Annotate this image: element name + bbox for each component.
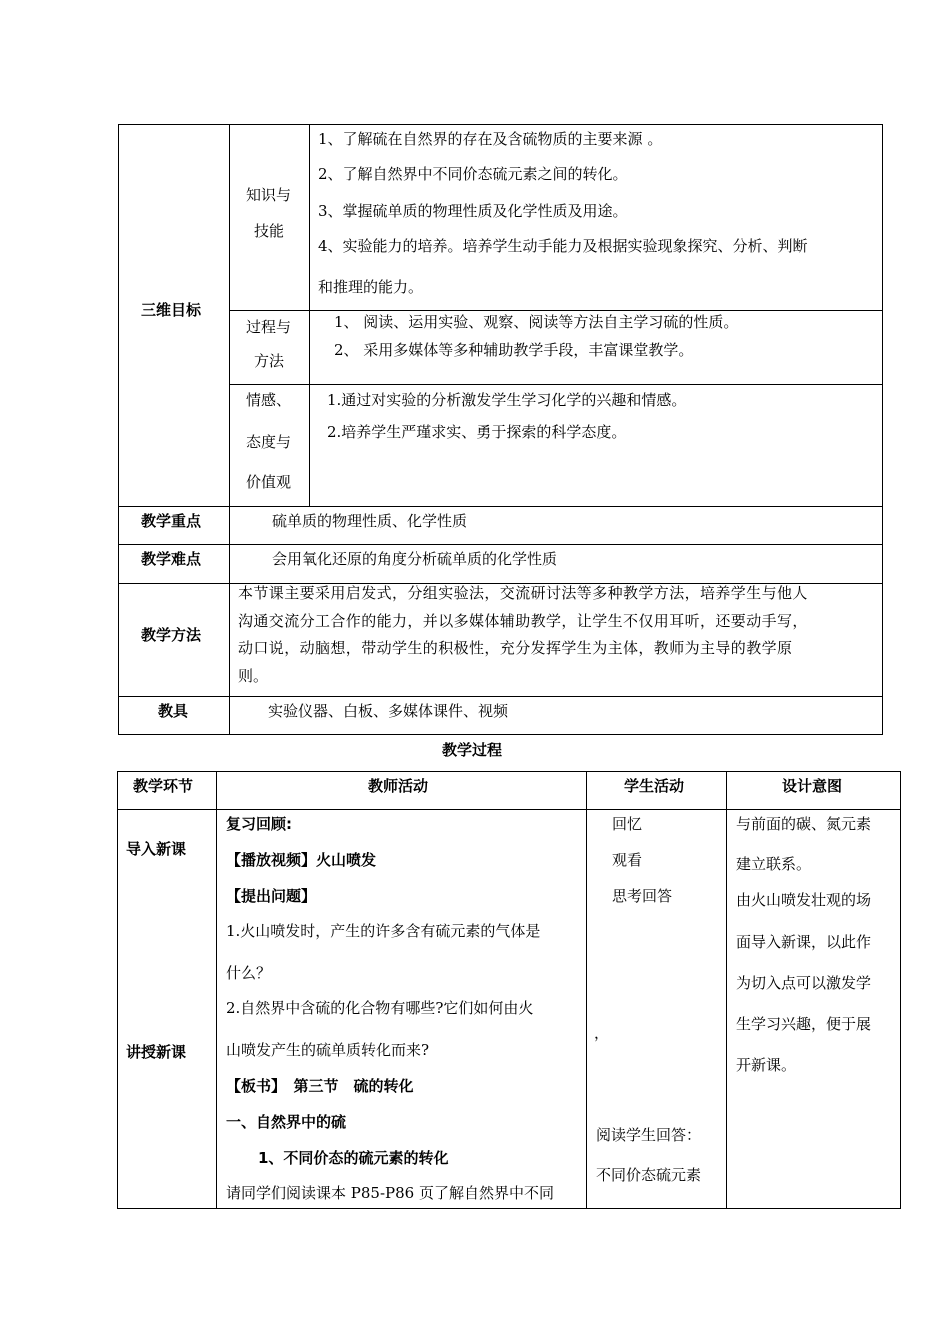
teacher-line: 【提出问题】 (226, 887, 317, 905)
emotion-item: 1.通过对实验的分析激发学生学习化学的兴趣和情感。 (327, 391, 687, 409)
emotion-item: 2.培养学生严瑾求实、勇于探索的科学态度。 (327, 423, 627, 441)
method-line: 则。 (238, 667, 269, 685)
method-line: 动口说，动脑想，带动学生的积极性，充分发挥学生为主体，教师为主导的教学原 (238, 639, 793, 657)
goals-label: 三维目标 (141, 301, 202, 319)
header-teacher: 教师活动 (368, 777, 429, 795)
teacher-line: 1、不同价态的硫元素的转化 (258, 1149, 449, 1167)
header-stage: 教学环节 (133, 777, 194, 795)
knowledge-label: 技能 (254, 222, 285, 240)
intent-line: 生学习兴趣，便于展 (736, 1015, 872, 1033)
emotion-label: 价值观 (246, 473, 292, 491)
header-divider (117, 809, 901, 810)
teacher-line: 【板书】 第三节 硫的转化 (226, 1077, 414, 1095)
stage-intro: 导入新课 (126, 840, 187, 858)
table-border-right (882, 124, 883, 734)
key-point-label: 教学重点 (141, 512, 202, 530)
process-section-title: 教学过程 (442, 741, 503, 759)
intent-line: 为切入点可以激发学 (736, 974, 872, 992)
intent-line: 与前面的碳、氮元素 (736, 815, 872, 833)
method-line: 沟通交流分工合作的能力，并以多媒体辅助教学，让学生不仅用耳听，还要动手写， (238, 612, 808, 630)
row-divider (118, 506, 883, 507)
table-border-right (900, 771, 901, 1208)
intent-line: 由火山喷发壮观的场 (736, 891, 872, 909)
col-divider (229, 124, 230, 734)
tools-label: 教具 (158, 702, 189, 720)
student-line: 阅读学生回答： (596, 1126, 702, 1144)
intent-line: 建立联系。 (736, 855, 812, 873)
col-divider (309, 124, 310, 506)
student-line: ， (594, 1024, 610, 1042)
knowledge-item: 2、了解自然界中不同价态硫元素之间的转化。 (318, 165, 628, 183)
teacher-line: 1.火山喷发时，产生的许多含有硫元素的气体是 (226, 922, 541, 940)
process-item: 2、 采用多媒体等多种辅助教学手段，丰富课堂教学。 (334, 341, 694, 359)
method-label: 教学方法 (141, 626, 202, 644)
table-border-bottom (118, 734, 883, 735)
knowledge-item: 4、实验能力的培养。培养学生动手能力及根据实验现象探究、分析、判断 (318, 237, 808, 255)
table-border-bottom (117, 1208, 901, 1209)
teacher-line: 复习回顾: (226, 815, 292, 833)
col-divider (586, 771, 587, 1208)
teacher-line: 一、自然界中的硫 (226, 1113, 347, 1131)
key-point-value: 硫单质的物理性质、化学性质 (272, 512, 468, 530)
table-border-left (118, 124, 119, 734)
knowledge-item: 3、掌握硫单质的物理性质及化学性质及用途。 (318, 202, 628, 220)
difficulty-label: 教学难点 (141, 550, 202, 568)
student-line: 不同价态硫元素 (596, 1166, 702, 1184)
intent-line: 开新课。 (736, 1056, 797, 1074)
process-item: 1、 阅读、运用实验、观察、阅读等方法自主学习硫的性质。 (334, 313, 739, 331)
table-border-top (117, 771, 901, 772)
teacher-line: 【播放视频】火山喷发 (226, 851, 377, 869)
intent-line: 面导入新课，以此作 (736, 933, 872, 951)
teacher-line: 请同学们阅读课本 P85-P86 页了解自然界中不同 (226, 1184, 554, 1202)
difficulty-value: 会用氧化还原的角度分析硫单质的化学性质 (272, 550, 558, 568)
table-border-left (117, 771, 118, 1208)
student-line: 观看 (612, 851, 643, 869)
knowledge-item: 和推理的能力。 (318, 278, 424, 296)
col-divider (216, 771, 217, 1208)
method-line: 本节课主要采用启发式，分组实验法，交流研讨法等多种教学方法，培养学生与他人 (238, 584, 808, 602)
teacher-line: 山喷发产生的硫单质转化而来? (226, 1041, 430, 1059)
emotion-label: 态度与 (246, 433, 292, 451)
teacher-line: 什么？ (226, 964, 272, 982)
header-intent: 设计意图 (782, 777, 843, 795)
row-divider (118, 544, 883, 545)
emotion-label: 情感、 (246, 391, 292, 409)
process-label: 方法 (254, 352, 285, 370)
process-label: 过程与 (246, 318, 292, 336)
student-line: 思考回答 (612, 887, 673, 905)
header-student: 学生活动 (624, 777, 685, 795)
knowledge-item: 1、了解硫在自然界的存在及含硫物质的主要来源 。 (318, 130, 663, 148)
table-border-top (118, 124, 883, 125)
teacher-line: 2.自然界中含硫的化合物有哪些?它们如何由火 (226, 999, 534, 1017)
knowledge-label: 知识与 (246, 186, 292, 204)
col-divider (726, 771, 727, 1208)
row-divider (229, 384, 883, 385)
row-divider (229, 310, 883, 311)
student-line: 回忆 (612, 815, 643, 833)
stage-teaching: 讲授新课 (126, 1043, 187, 1061)
tools-value: 实验仪器、白板、多媒体课件、视频 (268, 702, 509, 720)
row-divider (118, 696, 883, 697)
